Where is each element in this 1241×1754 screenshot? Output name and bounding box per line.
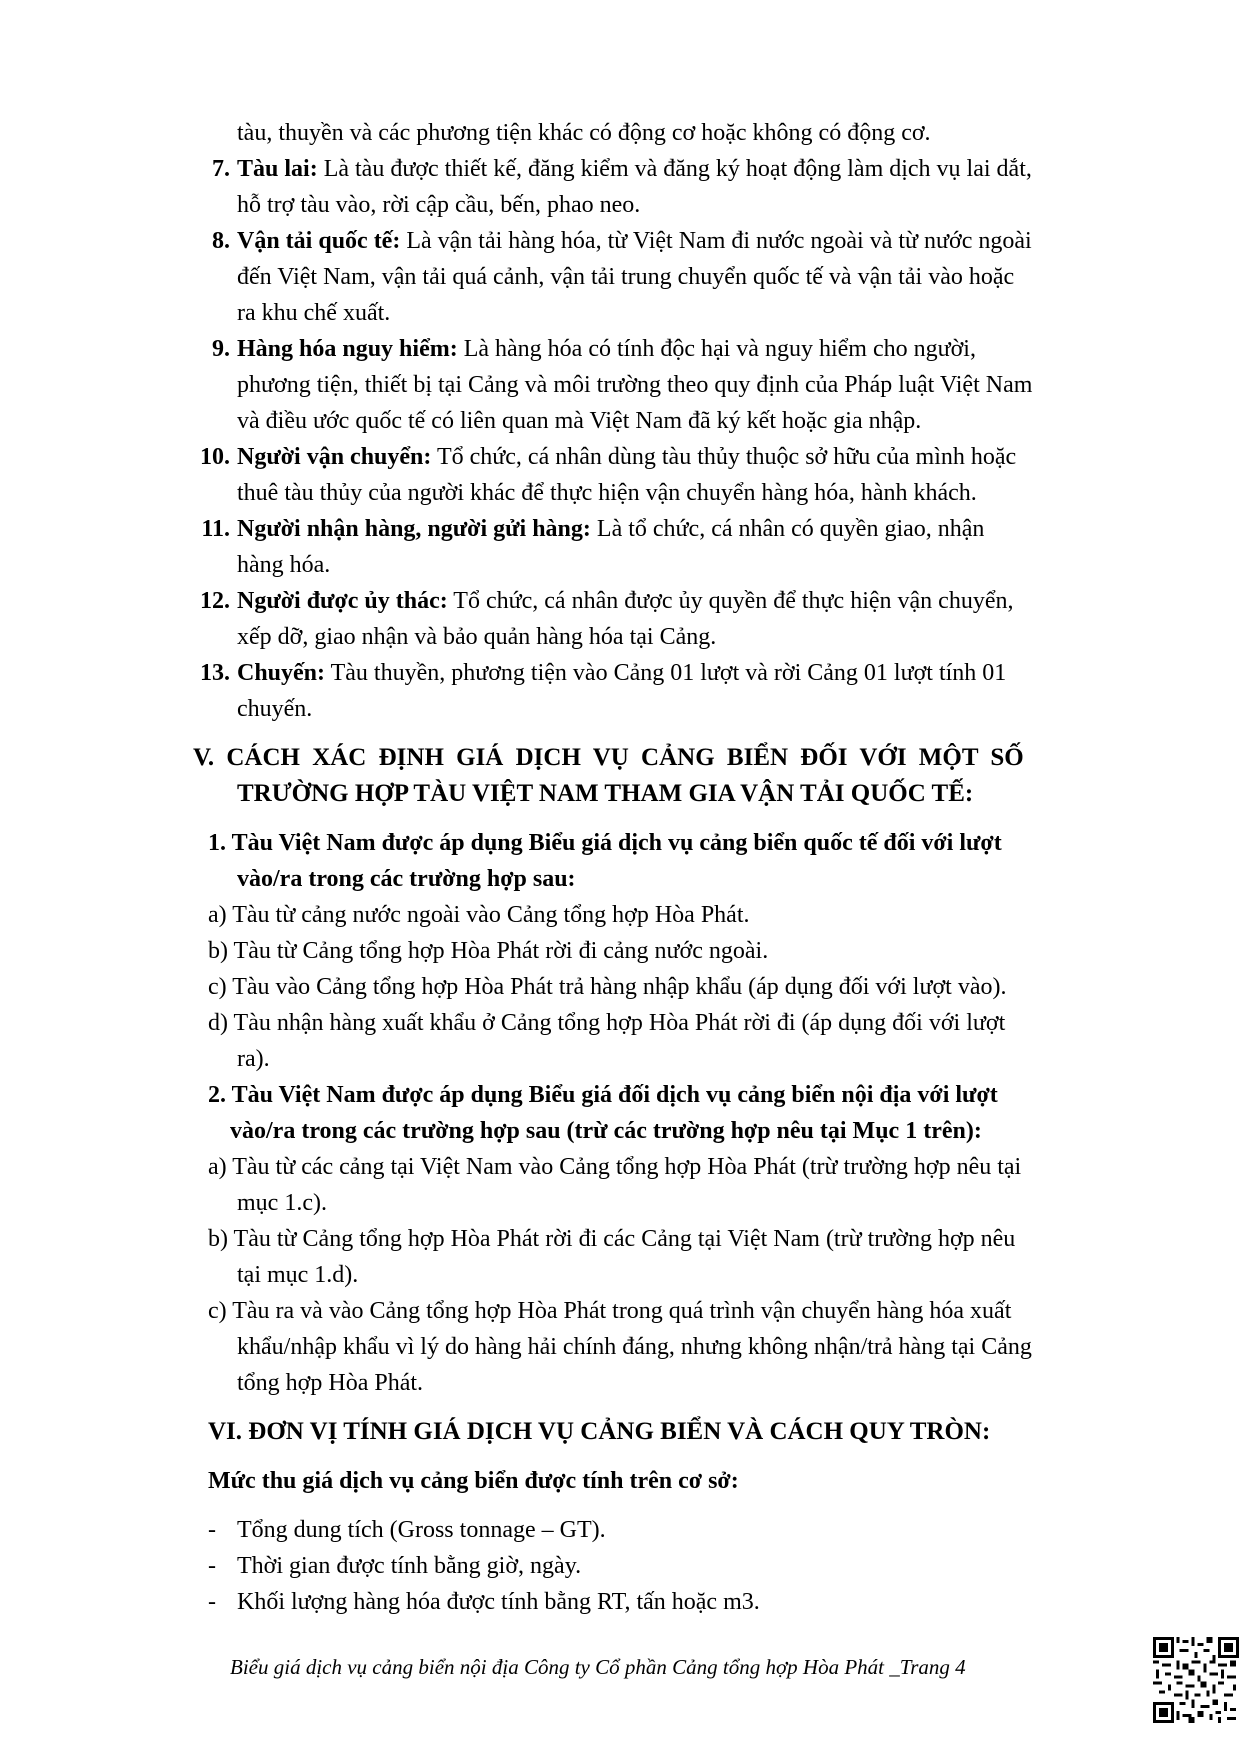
text-line: đến Việt Nam, vận tải quá cảnh, vận tải trung chuyển quốc tế và vận tải vào hoặc xyxy=(237,264,1015,290)
text-line: tàu, thuyền và các phương tiện khác có động cơ hoặc không có động cơ. xyxy=(237,120,931,146)
text-line: hỗ trợ tàu vào, rời cập cầu, bến, phao neo. xyxy=(237,192,641,218)
term: Chuyến: xyxy=(237,660,326,686)
definition-item xyxy=(237,154,1032,184)
item-number: 8. xyxy=(212,228,230,254)
bullet-dash: - xyxy=(208,1589,216,1615)
bullet-item: Tổng dung tích (Gross tonnage – GT). xyxy=(237,1517,606,1543)
definition-text: Là tổ chức, cá nhân có quyền giao, nhận xyxy=(590,516,985,542)
definition-text: Tàu thuyền, phương tiện vào Cảng 01 lượt và rời Cảng 01 lượt tính 01 xyxy=(325,660,1007,686)
bullet-dash: - xyxy=(208,1517,216,1543)
text-line: khẩu/nhập khẩu vì lý do hàng hải chính đáng, nhưng không nhận/trả hàng tại Cảng xyxy=(237,1334,1032,1360)
list-item: a) Tàu từ các cảng tại Việt Nam vào Cảng tổng hợp Hòa Phát (trừ trường hợp nêu tại xyxy=(208,1154,1022,1180)
definition-text: Là tàu được thiết kế, đăng kiểm và đăng ký hoạt động làm dịch vụ lai dắt, xyxy=(317,156,1032,182)
qr-code-icon xyxy=(1153,1637,1239,1723)
text-line: ra khu chế xuất. xyxy=(237,300,391,326)
definition-item xyxy=(237,442,1016,472)
list-item: a) Tàu từ cảng nước ngoài vào Cảng tổng hợp Hòa Phát. xyxy=(208,902,750,928)
item-number: 13. xyxy=(200,660,230,686)
subsection-heading: vào/ra trong các trường hợp sau: xyxy=(237,866,576,892)
text-line: tổng hợp Hòa Phát. xyxy=(237,1370,424,1396)
list-item: c) Tàu ra và vào Cảng tổng hợp Hòa Phát trong quá trình vận chuyển hàng hóa xuất xyxy=(208,1298,1012,1324)
list-item: b) Tàu từ Cảng tổng hợp Hòa Phát rời đi các Cảng tại Việt Nam (trừ trường hợp nêu xyxy=(208,1226,1016,1252)
section-heading: VI. ĐƠN VỊ TÍNH GIÁ DỊCH VỤ CẢNG BIỂN VÀ CÁCH QUY TRÒN: xyxy=(208,1418,991,1445)
bullet-item: Khối lượng hàng hóa được tính bằng RT, tấn hoặc m3. xyxy=(237,1589,760,1615)
list-item: b) Tàu từ Cảng tổng hợp Hòa Phát rời đi cảng nước ngoài. xyxy=(208,938,769,964)
term: Vận tải quốc tế: xyxy=(237,228,401,254)
subsection-heading: vào/ra trong các trường hợp sau (trừ các trường hợp nêu tại Mục 1 trên): xyxy=(230,1118,982,1144)
list-item: d) Tàu nhận hàng xuất khẩu ở Cảng tổng hợp Hòa Phát rời đi (áp dụng đối với lượt xyxy=(208,1010,1006,1036)
item-number: 11. xyxy=(201,516,230,542)
definition-item xyxy=(237,586,1013,616)
item-number: 9. xyxy=(212,336,230,362)
text-line: ra). xyxy=(237,1046,270,1072)
definition-item xyxy=(237,226,1032,256)
term: Người vận chuyển: xyxy=(237,444,432,470)
definition-text: Tổ chức, cá nhân được ủy quyền để thực hiện vận chuyển, xyxy=(447,588,1014,614)
text-line: chuyến. xyxy=(237,696,313,722)
term: Người nhận hàng, người gửi hàng: xyxy=(237,516,591,542)
text-line: hàng hóa. xyxy=(237,552,331,578)
text-line: xếp dỡ, giao nhận và bảo quản hàng hóa tại Cảng. xyxy=(237,624,717,650)
definition-text: Tổ chức, cá nhân dùng tàu thủy thuộc sở hữu của mình hoặc xyxy=(431,444,1017,470)
item-number: 12. xyxy=(200,588,230,614)
bullet-dash: - xyxy=(208,1553,216,1579)
subsection-heading: Mức thu giá dịch vụ cảng biển được tính trên cơ sở: xyxy=(208,1468,739,1494)
definition-text: Là hàng hóa có tính độc hại và nguy hiểm cho người, xyxy=(457,336,976,362)
bullet-item: Thời gian được tính bằng giờ, ngày. xyxy=(237,1553,582,1579)
item-number: 7. xyxy=(212,156,230,182)
section-heading: TRƯỜNG HỢP TÀU VIỆT NAM THAM GIA VẬN TẢI QUỐC TẾ: xyxy=(237,780,974,807)
subsection-heading: 2. Tàu Việt Nam được áp dụng Biểu giá đối dịch vụ cảng biển nội địa với lượt xyxy=(208,1082,998,1108)
text-line: mục 1.c). xyxy=(237,1190,327,1216)
text-line: phương tiện, thiết bị tại Cảng và môi trường theo quy định của Pháp luật Việt Nam xyxy=(237,372,1033,398)
item-number: 10. xyxy=(200,444,230,470)
text-line: và điều ước quốc tế có liên quan mà Việt Nam đã ký kết hoặc gia nhập. xyxy=(237,408,922,434)
definition-text: Là vận tải hàng hóa, từ Việt Nam đi nước ngoài và từ nước ngoài xyxy=(400,228,1032,254)
subsection-heading: 1. Tàu Việt Nam được áp dụng Biểu giá dịch vụ cảng biển quốc tế đối với lượt xyxy=(208,830,1002,856)
definition-item xyxy=(237,334,976,364)
term: Người được ủy thác: xyxy=(237,588,448,614)
definition-item xyxy=(237,658,1006,688)
term: Tàu lai: xyxy=(237,156,318,182)
text-line: thuê tàu thủy của người khác để thực hiện vận chuyển hàng hóa, hành khách. xyxy=(237,480,977,506)
term: Hàng hóa nguy hiểm: xyxy=(237,336,458,362)
text-line: tại mục 1.d). xyxy=(237,1262,359,1288)
page-footer: Biểu giá dịch vụ cảng biển nội địa Công ty Cổ phần Cảng tổng hợp Hòa Phát _Trang 4 xyxy=(230,1655,966,1679)
definition-item xyxy=(237,514,984,544)
section-heading: V. CÁCH XÁC ĐỊNH GIÁ DỊCH VỤ CẢNG BIỂN ĐỐI VỚI MỘT SỐ xyxy=(193,744,1024,771)
list-item: c) Tàu vào Cảng tổng hợp Hòa Phát trả hàng nhập khẩu (áp dụng đối với lượt vào). xyxy=(208,974,1007,1000)
